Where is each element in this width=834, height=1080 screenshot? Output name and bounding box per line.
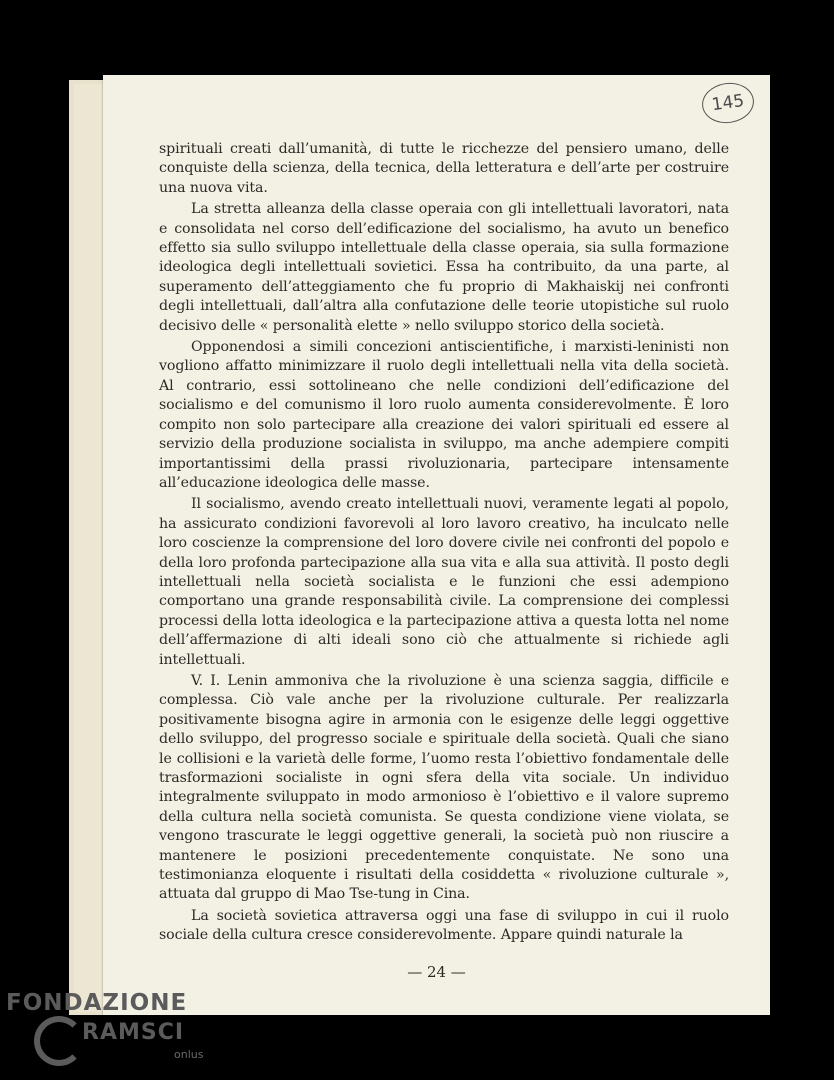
watermark-line-2: RAMSCI <box>82 1020 185 1045</box>
watermark-line-3: onlus <box>174 1048 204 1061</box>
watermark-line-1: FONDAZIONE <box>6 990 188 1016</box>
paragraph-2: La stretta alleanza della classe operaia con gli intellettuali lavoratori, nata e consolidata nel corso dell’edificazione del socialismo, ha avuto un benefico effetto sia sullo sviluppo intellettuale della classe operaia, sia sulla formazione ideologica degli intellettuali sovietici. Essa ha contribuito, da una parte, al superamento dell’atteggiamento che fu proprio di Makhaiskij nei confronti degli intellettuali, dall’altra alla confutazione delle teorie utopistiche sul ruolo decisivo delle « personalità elette » nello sviluppo storico della società. <box>159 201 729 334</box>
watermark-g-logo-icon <box>34 1016 84 1066</box>
paragraph-5: V. I. Lenin ammoniva che la rivoluzione è una scienza saggia, difficile e complessa. Ciò vale anche per la rivoluzione culturale. Per realizzarla positivamente bisogna agire in armonia con le esigenze delle leggi oggettive dello sviluppo, del progresso sociale e spirituale della società. Quali che siano le collisioni e la varietà delle forme, l’uomo resta l’obiettivo fondamentale delle trasformazioni socialiste in ogni sfera della vita sociale. Un individuo integralmente sviluppato in modo armonioso è l’obiettivo e il valore supremo della cultura nella società comunista. Se questa condizione viene violata, se vengono trascurate le leggi oggettive generali, la società può non riuscire a mantenere le posizioni precedentemente conquistate. Ne sono una testimonianza eloquente i risultati della cosiddetta « rivoluzione culturale », attuata dal gruppo di Mao Tse-tung in Cina. <box>159 672 729 903</box>
document-page <box>103 75 770 1015</box>
paragraph-4: Il socialismo, avendo creato intellettuali nuovi, veramente legati al popolo, ha assicurato condizioni favorevoli al loro lavoro creativo, ha inculcato nelle loro coscienze la comprensione del loro dovere civile nei confronti del popolo e della loro profonda partecipazione alla sua vita e alla sua attività. Il posto degli intellettuali nella società socialista e le funzioni che essi adempiono comportano una grande responsabilità civile. La comprensione dei complessi processi della lotta ideologica e la partecipazione attiva a questa lotta nel nome dell’affermazione di alti ideali sono ciò che attualmente si richiede agli intellettuali. <box>159 496 729 668</box>
foundation-watermark <box>6 990 216 1075</box>
underlying-pages-edge <box>74 84 104 1012</box>
body-text <box>159 140 729 948</box>
archive-number-stamp: 145 <box>699 80 756 127</box>
paragraph-6: La società sovietica attraversa oggi una fase di sviluppo in cui il ruolo sociale della cultura cresce considerevolmente. Appare quindi naturale la <box>159 907 729 944</box>
paragraph-3: Opponendosi a simili concezioni antiscientifiche, i marxisti-leninisti non vogliono affatto minimizzare il ruolo degli intellettuali nella vita della società. Al contrario, essi sottolineano che nelle condizioni dell’edificazione del socialismo e del comunismo il loro ruolo aumenta considerevolmente. È loro compito non solo partecipare alla creazione dei valori spirituali ed essere al servizio della produzione socialista in sviluppo, ma anche adempiere compiti importantissimi della prassi rivoluzionaria, partecipare intensamente all’educazione ideologica delle masse. <box>159 339 729 491</box>
paragraph-1: spirituali creati dall’umanità, di tutte le ricchezze del pensiero umano, delle conquiste della scienza, della tecnica, della letteratura e dell’arte per costruire una nuova vita. <box>159 141 729 196</box>
page-number: — 24 — <box>407 963 466 981</box>
